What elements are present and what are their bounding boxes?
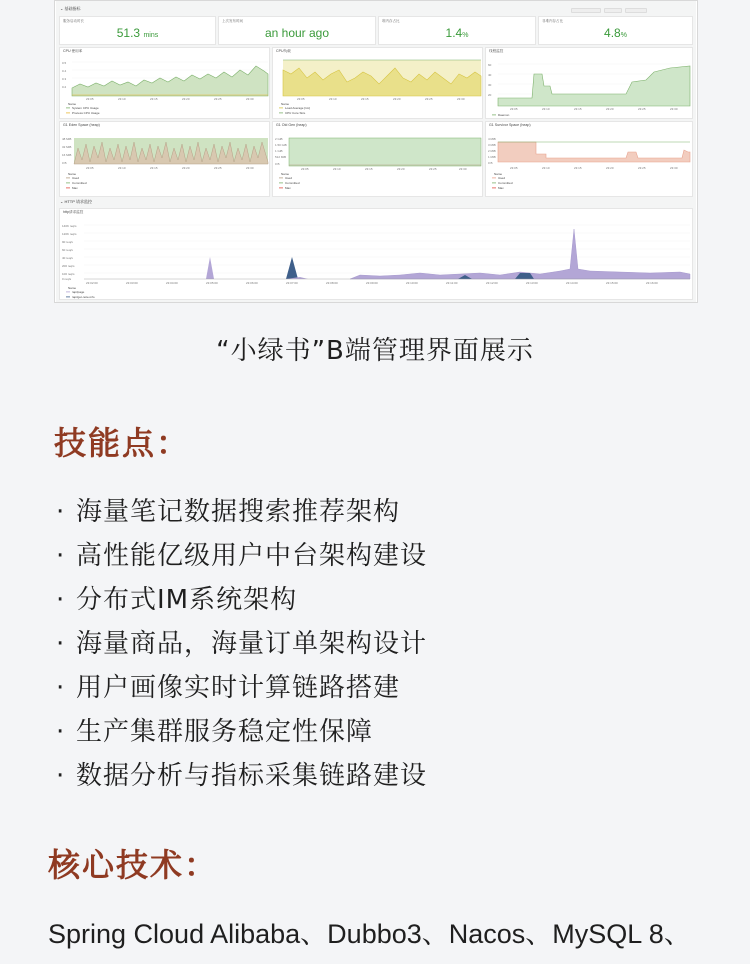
svg-text:23:10: 23:10	[542, 166, 550, 170]
cpu-usage-chart	[60, 48, 271, 120]
svg-text:60: 60	[488, 63, 492, 67]
svg-text:1.50 GiB: 1.50 GiB	[275, 143, 287, 147]
svg-text:23:25: 23:25	[638, 166, 646, 170]
svg-text:60 req/s: 60 req/s	[62, 248, 73, 252]
svg-text:23:30: 23:30	[670, 107, 678, 111]
svg-text:23:25: 23:25	[425, 97, 433, 101]
svg-text:Load Average [1m]: Load Average [1m]	[285, 106, 311, 110]
svg-text:23:05:00: 23:05:00	[206, 281, 218, 285]
svg-text:0 req/s: 0 req/s	[62, 277, 72, 281]
svg-text:23:15: 23:15	[361, 97, 369, 101]
svg-text:23:11:00: 23:11:00	[446, 281, 458, 285]
list-item: · 生产集群服务稳定性保障	[56, 717, 374, 747]
svg-text:23:05: 23:05	[510, 166, 518, 170]
svg-text:23:20: 23:20	[182, 97, 190, 101]
svg-text:Used: Used	[72, 176, 80, 180]
list-item: · 高性能亿级用户中台架构建设	[56, 541, 428, 571]
panel-cpu-load: CPU负载 23:05 23:10 23:15 23:20 23:25 23:30 Name Load Average [1m] CPU Core Size	[272, 47, 483, 119]
svg-text:32 MiB: 32 MiB	[62, 145, 72, 149]
skills-heading: 技能点：	[54, 424, 191, 462]
panel-cpu-usage: CPU 使用率 23:05 23:10 23:15 23:20 23:25 23:30 0.5 0.4 0.3 0.2 Name System CPU Usage Process CPU Usage	[59, 47, 270, 119]
svg-text:3 MiB: 3 MiB	[488, 143, 496, 147]
svg-text:23:05: 23:05	[297, 97, 305, 101]
svg-text:0.3: 0.3	[62, 77, 67, 81]
stat-uptime: 服务启动时长 51.3 mins	[59, 16, 216, 45]
svg-text:Committed: Committed	[72, 181, 87, 185]
svg-text:/api/get-note-info: /api/get-note-info	[72, 295, 95, 299]
svg-text:0 B: 0 B	[488, 161, 493, 165]
svg-text:512 MiB: 512 MiB	[275, 155, 287, 159]
survivor-chart	[486, 122, 694, 198]
svg-text:48 MiB: 48 MiB	[62, 137, 72, 141]
svg-text:40: 40	[488, 73, 492, 77]
svg-text:Name: Name	[68, 172, 77, 176]
stat-heap-ratio: 堆内存占比 1.4%	[378, 16, 536, 45]
svg-text:23:20: 23:20	[606, 166, 614, 170]
svg-text:0 B: 0 B	[275, 162, 280, 166]
svg-text:23:30: 23:30	[246, 97, 254, 101]
svg-text:Used: Used	[285, 176, 293, 180]
svg-text:23:10: 23:10	[118, 97, 126, 101]
panel-http-requests: http请求监控 140K req/s 120K req/s 90 req/s 60 req/s 40 req/s 200 req/s 100 req/s 0 req/s 23:02:00 23:03:00 23:04:00 23:05:00 23:06:00 23:07:00 23:08:00 23:09:00 23:10:00 23:11:00 23:12:00 23:13:00 23:14:00 23:15:00 23:16:00 Name /api/page /api/get-note-info	[59, 208, 693, 300]
svg-text:CPU Core Size: CPU Core Size	[285, 111, 306, 115]
svg-text:140K req/s: 140K req/s	[62, 224, 77, 228]
svg-text:23:15:00: 23:15:00	[606, 281, 618, 285]
svg-text:23:05: 23:05	[86, 97, 94, 101]
dashboard	[56, 1, 696, 302]
svg-text:23:10: 23:10	[329, 97, 337, 101]
svg-text:Used: Used	[498, 176, 506, 180]
svg-text:23:10:00: 23:10:00	[406, 281, 418, 285]
svg-text:23:20: 23:20	[606, 107, 614, 111]
svg-text:23:20: 23:20	[393, 97, 401, 101]
svg-text:23:05: 23:05	[301, 167, 309, 171]
svg-text:23:08:00: 23:08:00	[326, 281, 338, 285]
svg-text:30: 30	[488, 83, 492, 87]
panel-threads: 线程监控 60 40 30 20 23:05 23:10 23:15 23:20 23:25 23:30 Daemon	[485, 47, 693, 119]
svg-text:/api/page: /api/page	[72, 290, 85, 294]
cpu-load-chart	[273, 48, 484, 120]
svg-text:Name: Name	[68, 102, 77, 106]
svg-text:23:25: 23:25	[429, 167, 437, 171]
svg-text:23:16:00: 23:16:00	[646, 281, 658, 285]
svg-text:Name: Name	[494, 172, 503, 176]
svg-text:120K req/s: 120K req/s	[62, 232, 77, 236]
panel-eden-space: G1 Eden Space (heap) 48 MiB 32 MiB 16 MiB 0 B 23:05 23:10 23:15 23:20 23:25 23:30 Name Used Committed Max	[59, 121, 270, 197]
svg-text:23:20: 23:20	[397, 167, 405, 171]
svg-text:20: 20	[488, 93, 492, 97]
svg-text:Process CPU Usage: Process CPU Usage	[72, 111, 100, 115]
svg-text:23:04:00: 23:04:00	[166, 281, 178, 285]
dashboard-toolbar	[568, 0, 688, 4]
row-title-http[interactable]: ⌄ HTTP 请求监控	[60, 199, 92, 204]
svg-text:Name: Name	[281, 172, 290, 176]
svg-text:23:15: 23:15	[574, 166, 582, 170]
svg-text:23:09:00: 23:09:00	[366, 281, 378, 285]
svg-text:23:25: 23:25	[638, 107, 646, 111]
eden-chart	[60, 122, 271, 198]
svg-text:4 MiB: 4 MiB	[488, 137, 496, 141]
svg-text:23:03:00: 23:03:00	[126, 281, 138, 285]
svg-text:0 B: 0 B	[62, 161, 67, 165]
svg-text:23:10: 23:10	[542, 107, 550, 111]
svg-text:Max: Max	[498, 186, 504, 190]
svg-text:Daemon: Daemon	[498, 113, 510, 117]
svg-text:Name: Name	[68, 286, 77, 290]
svg-text:2 MiB: 2 MiB	[488, 149, 496, 153]
svg-text:200 req/s: 200 req/s	[62, 264, 75, 268]
tech-stack-line: Spring Cloud Alibaba、Dubbo3、Nacos、MySQL 8、	[48, 919, 691, 949]
svg-text:23:13:00: 23:13:00	[526, 281, 538, 285]
svg-text:23:15: 23:15	[150, 166, 158, 170]
svg-text:23:12:00: 23:12:00	[486, 281, 498, 285]
dashboard-screenshot	[54, 0, 698, 303]
svg-text:23:30: 23:30	[459, 167, 467, 171]
svg-text:23:02:00: 23:02:00	[86, 281, 98, 285]
list-item: · 分布式IM系统架构	[56, 585, 298, 615]
svg-text:0.4: 0.4	[62, 69, 67, 73]
list-item: · 海量商品，海量订单架构设计	[56, 629, 428, 659]
list-item: · 用户画像实时计算链路搭建	[56, 673, 401, 703]
stat-nonheap-ratio: 非堆内存占比 4.8%	[538, 16, 693, 45]
svg-text:23:25: 23:25	[214, 97, 222, 101]
svg-text:100 req/s: 100 req/s	[62, 272, 75, 276]
svg-text:0.2: 0.2	[62, 85, 67, 89]
svg-text:23:20: 23:20	[182, 166, 190, 170]
list-item: · 数据分析与指标采集链路建设	[56, 761, 428, 791]
svg-text:40 req/s: 40 req/s	[62, 256, 73, 260]
svg-text:23:30: 23:30	[457, 97, 465, 101]
skills-list	[56, 490, 427, 798]
svg-text:23:06:00: 23:06:00	[246, 281, 258, 285]
svg-text:23:10: 23:10	[333, 167, 341, 171]
svg-text:23:10: 23:10	[118, 166, 126, 170]
stat-last-deploy: 上次发布时间 an hour ago	[218, 16, 376, 45]
svg-text:Max: Max	[72, 186, 78, 190]
svg-text:23:30: 23:30	[246, 166, 254, 170]
svg-text:Max: Max	[285, 186, 291, 190]
svg-text:23:15: 23:15	[150, 97, 158, 101]
svg-text:23:25: 23:25	[214, 166, 222, 170]
svg-text:23:05: 23:05	[86, 166, 94, 170]
row-title-basic[interactable]: ⌄ 基础指标	[60, 6, 81, 11]
threads-chart	[486, 48, 694, 120]
svg-text:23:05: 23:05	[510, 107, 518, 111]
svg-text:23:15: 23:15	[574, 107, 582, 111]
svg-text:Committed: Committed	[285, 181, 300, 185]
svg-text:0.5: 0.5	[62, 61, 67, 65]
http-chart	[60, 209, 694, 301]
screenshot-caption: “小绿书”B端管理界面展示	[216, 336, 534, 366]
svg-text:16 MiB: 16 MiB	[62, 153, 72, 157]
svg-text:90 req/s: 90 req/s	[62, 240, 73, 244]
svg-text:Committed: Committed	[498, 181, 513, 185]
old-gen-chart	[273, 122, 484, 198]
svg-text:1 GiB: 1 GiB	[275, 149, 283, 153]
svg-text:23:07:00: 23:07:00	[286, 281, 298, 285]
panel-survivor-space: G1 Survivor Space (heap) 4 MiB 3 MiB 2 MiB 1 MiB 0 B 23:05 23:10 23:15 23:20 23:25 23:30 Name Used Committed Max	[485, 121, 693, 197]
panel-old-gen: G1 Old Gen (heap) 2 GiB 1.50 GiB 1 GiB 512 MiB 0 B 23:05 23:10 23:15 23:20 23:25 23:30 Name Used Committed Max	[272, 121, 483, 197]
svg-text:2 GiB: 2 GiB	[275, 137, 283, 141]
svg-text:Name: Name	[281, 102, 290, 106]
svg-text:System CPU Usage: System CPU Usage	[72, 106, 99, 110]
svg-text:23:30: 23:30	[670, 166, 678, 170]
list-item: · 海量笔记数据搜索推荐架构	[56, 497, 401, 527]
svg-text:1 MiB: 1 MiB	[488, 155, 496, 159]
svg-text:23:15: 23:15	[365, 167, 373, 171]
tech-heading: 核心技术：	[48, 846, 219, 884]
svg-text:23:14:00: 23:14:00	[566, 281, 578, 285]
